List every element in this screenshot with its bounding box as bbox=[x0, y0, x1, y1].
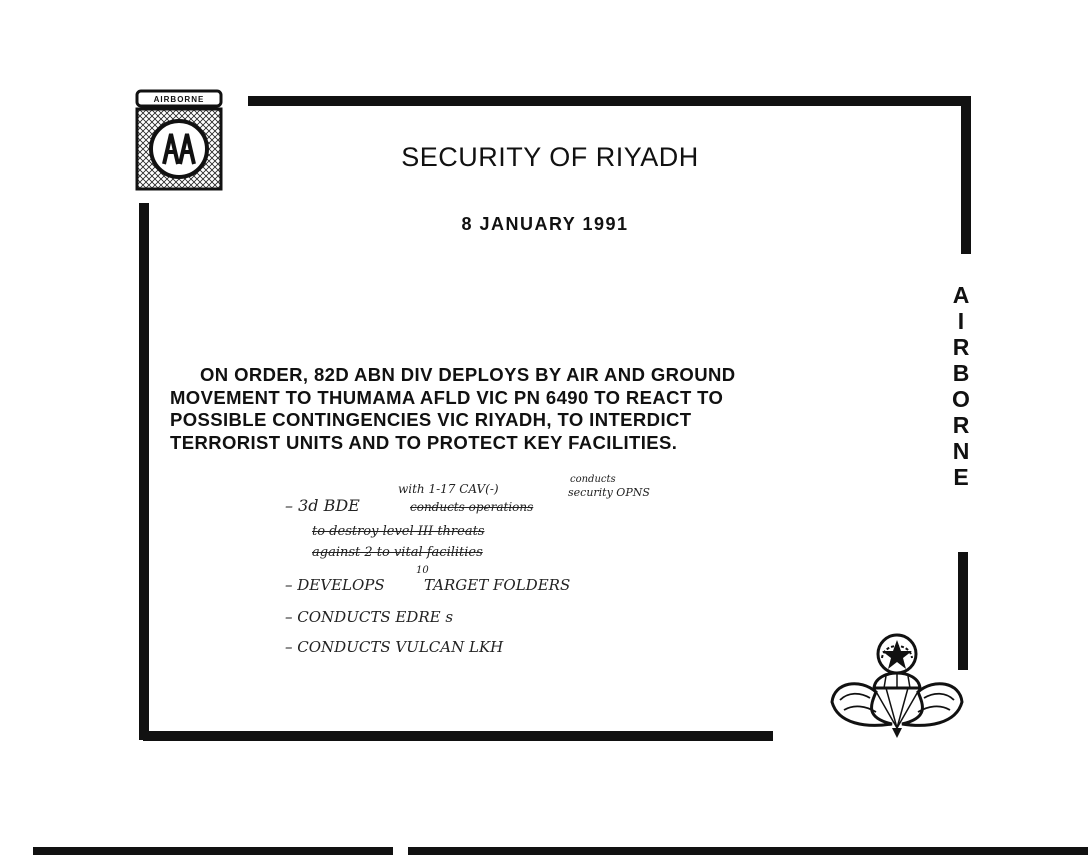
handwritten-line-develops: – DEVELOPS bbox=[285, 576, 385, 594]
mission-statement bbox=[170, 364, 890, 454]
handwritten-struck-line: against 2 to vital facilities bbox=[312, 545, 483, 560]
frame-top-bar bbox=[248, 96, 966, 106]
page-bottom-rule-right bbox=[408, 847, 1088, 855]
vertical-letter: O bbox=[952, 386, 970, 412]
vertical-letter: R bbox=[952, 412, 970, 438]
mission-line: ON ORDER, 82D ABN DIV DEPLOYS BY AIR AND GROUND bbox=[200, 364, 736, 385]
vertical-airborne-label bbox=[944, 282, 978, 490]
vertical-letter: B bbox=[952, 360, 970, 386]
patch-tab-text: AIRBORNE bbox=[153, 95, 205, 104]
handwritten-line-target-folders: TARGET FOLDERS bbox=[424, 576, 571, 594]
mission-line: MOVEMENT TO THUMAMA AFLD VIC PN 6490 TO REACT TO bbox=[170, 386, 724, 408]
frame-left-bar bbox=[139, 203, 149, 740]
vertical-letter: R bbox=[952, 334, 970, 360]
vertical-letter: E bbox=[953, 464, 969, 490]
handwritten-insert-security: security OPNS bbox=[568, 486, 650, 499]
master-parachutist-badge-icon bbox=[826, 632, 968, 740]
handwritten-line-edre: – CONDUCTS EDRE s bbox=[285, 608, 454, 626]
mission-line: POSSIBLE CONTINGENCIES VIC RIYADH, TO INTERDICT bbox=[170, 409, 692, 430]
vertical-letter: A bbox=[952, 282, 970, 308]
airborne-division-patch-icon bbox=[134, 86, 224, 194]
handwritten-struck-line: to destroy level III threats bbox=[312, 524, 485, 539]
vertical-letter: N bbox=[952, 438, 970, 464]
handwritten-insert-ten: 10 bbox=[416, 565, 429, 576]
frame-bottom-bar bbox=[143, 731, 773, 741]
slide-title: SECURITY OF RIYADH bbox=[401, 142, 699, 172]
handwritten-line-vulcan: – CONDUCTS VULCAN LKH bbox=[285, 638, 504, 656]
mission-line: TERRORIST UNITS AND TO PROTECT KEY FACILITIES. bbox=[170, 431, 678, 453]
page-bottom-rule-left bbox=[33, 847, 393, 855]
vertical-letter: I bbox=[957, 308, 965, 334]
handwritten-insert-conducts: conducts bbox=[570, 474, 616, 485]
handwritten-insert-with: with 1-17 CAV(-) bbox=[398, 482, 499, 496]
handwritten-struck-text: conducts operations bbox=[410, 500, 534, 514]
frame-right-bar-upper bbox=[961, 96, 971, 254]
handwritten-line-3d-bde: – 3d BDE bbox=[285, 496, 360, 515]
slide-date: 8 JANUARY 1991 bbox=[461, 214, 629, 234]
